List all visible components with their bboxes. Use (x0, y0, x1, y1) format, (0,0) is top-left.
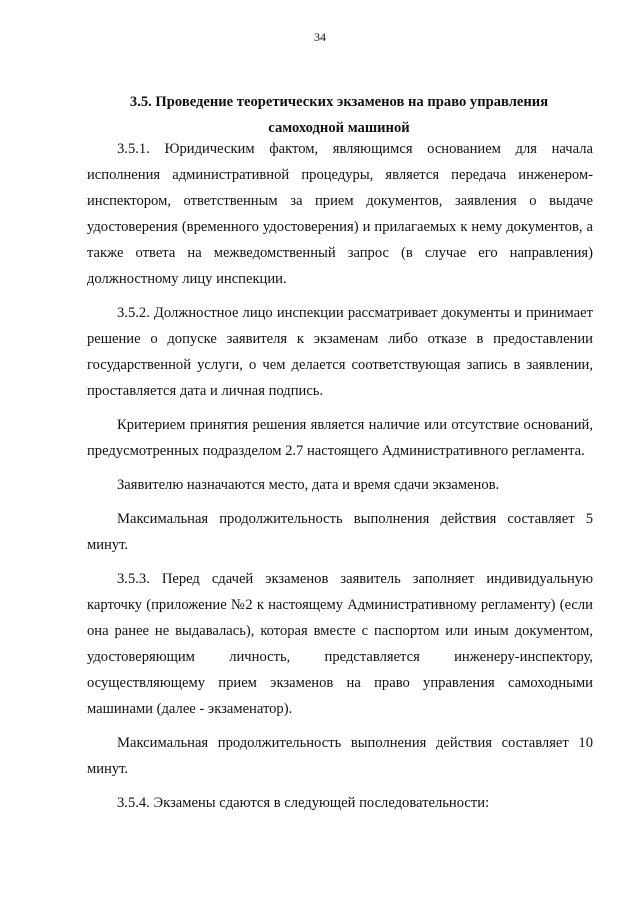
paragraph-3-5-4: 3.5.4. Экзамены сдаются в следующей последовательности: (117, 795, 490, 811)
paragraph-decision-criterion: Критерием принятия решения является наличие или отсутствие оснований, предусмотренных подразделом 2.7 настоящего Административного регламента. (87, 417, 593, 459)
page-number: 34 (314, 30, 326, 44)
paragraph-3-5-1: 3.5.1. Юридическим фактом, являющимся основанием для начала исполнения административной процедуры, является передача инженером-инспектором, ответственным за прием документов, заявления о выдаче удостоверения (временного удостоверения) и прилагаемых к нему документов, а также ответа на межведомственный запрос (в случае его направления) должностному лицу инспекции. (87, 141, 593, 287)
paragraph-3-5-3: 3.5.3. Перед сдачей экзаменов заявитель заполняет индивидуальную карточку (приложение №2 к настоящему Административному регламенту) (если она ранее не выдавалась), которая вместе с паспортом или иным документом, удостоверяющим личность, представляется инженеру-инспектору, осуществляющему прием экзаменов на право управления самоходными машинами (далее - экзаменатор). (87, 571, 593, 717)
section-heading (85, 89, 593, 141)
paragraph-3-5-2: 3.5.2. Должностное лицо инспекции рассматривает документы и принимает решение о допуске заявителя к экзаменам либо отказе в предоставлении государственной услуги, о чем делается соответствующая запись в заявлении, проставляется дата и личная подпись. (87, 305, 593, 399)
section-heading-line-1: 3.5. Проведение теоретических экзаменов на право управления (129, 94, 549, 110)
paragraph-exam-scheduling: Заявителю назначаются место, дата и время сдачи экзаменов. (117, 477, 500, 493)
section-heading-line-2: самоходной машиной (268, 120, 410, 136)
paragraph-duration-5-min: Максимальная продолжительность выполнения действия составляет 5 минут. (87, 511, 593, 553)
paragraph-duration-10-min: Максимальная продолжительность выполнения действия составляет 10 минут. (87, 735, 593, 777)
body-text (87, 136, 593, 824)
